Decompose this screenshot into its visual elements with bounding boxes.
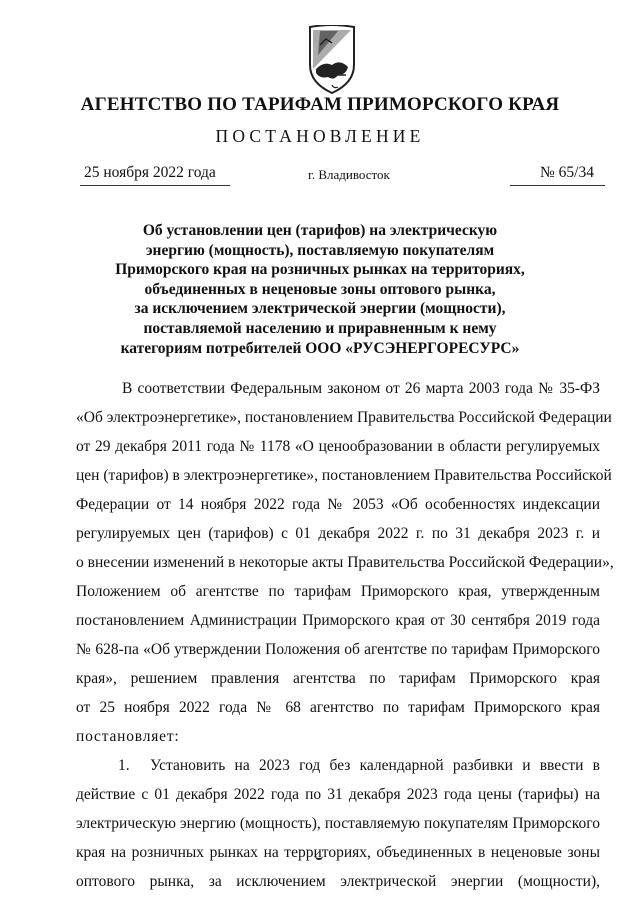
body-line: Федерации от 14 ноября 2022 года № 2053 «Об особенностях индексации (76, 496, 600, 513)
item-number: 1. (118, 757, 130, 774)
subject-line: категориям потребителей ООО «РУСЭНЕРГОРЕСУРС» (120, 339, 520, 357)
document-number: № 65/34 (540, 164, 594, 181)
subject-line: Об установлении цен (тарифов) на электрическую (142, 222, 498, 239)
coat-of-arms-icon (298, 25, 366, 95)
subject-line: поставляемой населению и приравненным к нему (143, 319, 497, 337)
body-line: от 25 ноября 2022 года № 68 агентство по тарифам Приморского края (76, 699, 600, 716)
body-line: Положением об агентстве по тарифам Приморского края, утвержденным (76, 583, 600, 600)
item-line: оптового рынка, за исключением электрической энергии (мощности), (76, 873, 600, 890)
agency-title: АГЕНТСТВО ПО ТАРИФАМ ПРИМОРСКОГО КРАЯ (80, 94, 560, 115)
body-line: В соответствии Федеральным законом от 26 марта 2003 года № 35-ФЗ (122, 380, 600, 397)
body-line: края», решением правления агентства по тарифам Приморского края (76, 670, 600, 687)
item-line: электрическую энергию (мощность), поставляемую покупателям Приморского (76, 815, 600, 832)
number-underline (510, 185, 605, 186)
body-line: цен (тарифов) в электроэнергетике», постановлением Правительства Российской (76, 467, 612, 484)
document-date: 25 ноября 2022 года (84, 164, 216, 181)
body-line: о внесении изменений в некоторые акты Правительства Российской Федерации», (76, 554, 614, 571)
date-underline (80, 185, 230, 186)
body-line: «Об электроэнергетике», постановлением Правительства Российской Федерации (76, 409, 612, 426)
body-line: от 29 декабря 2011 года № 1178 «О ценообразовании в области регулируемых (76, 438, 600, 455)
item-line: Установить на 2023 год без календарной разбивки и ввести в (150, 757, 600, 774)
subject-line: объединенных в неценовые зоны оптового рынка, (144, 280, 496, 298)
subject-line: энергию (мощность), поставляемую покупателям (145, 241, 495, 259)
body-line: № 628-па «Об утверждении Положения об агентстве по тарифам Приморского (76, 641, 600, 658)
body-line: регулируемых цен (тарифов) с 01 декабря 2022 г. по 31 декабря 2023 г. и (76, 525, 600, 542)
item-line: края на розничных рынках на территориях, объединенных в неценовые зоны (76, 844, 600, 861)
document-city: г. Владивосток (308, 167, 390, 182)
item-line: действие с 01 декабря 2022 года по 31 декабря 2023 года цены (тарифы) на (76, 786, 600, 803)
body-line: постановляет: (76, 728, 180, 745)
body-line: постановлением Администрации Приморского края от 30 сентября 2019 года (76, 612, 600, 629)
document-subject (110, 221, 530, 358)
document-type: ПОСТАНОВЛЕНИЕ (215, 126, 425, 146)
subject-line: за исключением электрической энергии (мощности), (134, 300, 506, 318)
subject-line: Приморского края на розничных рынках на территориях, (115, 261, 525, 279)
